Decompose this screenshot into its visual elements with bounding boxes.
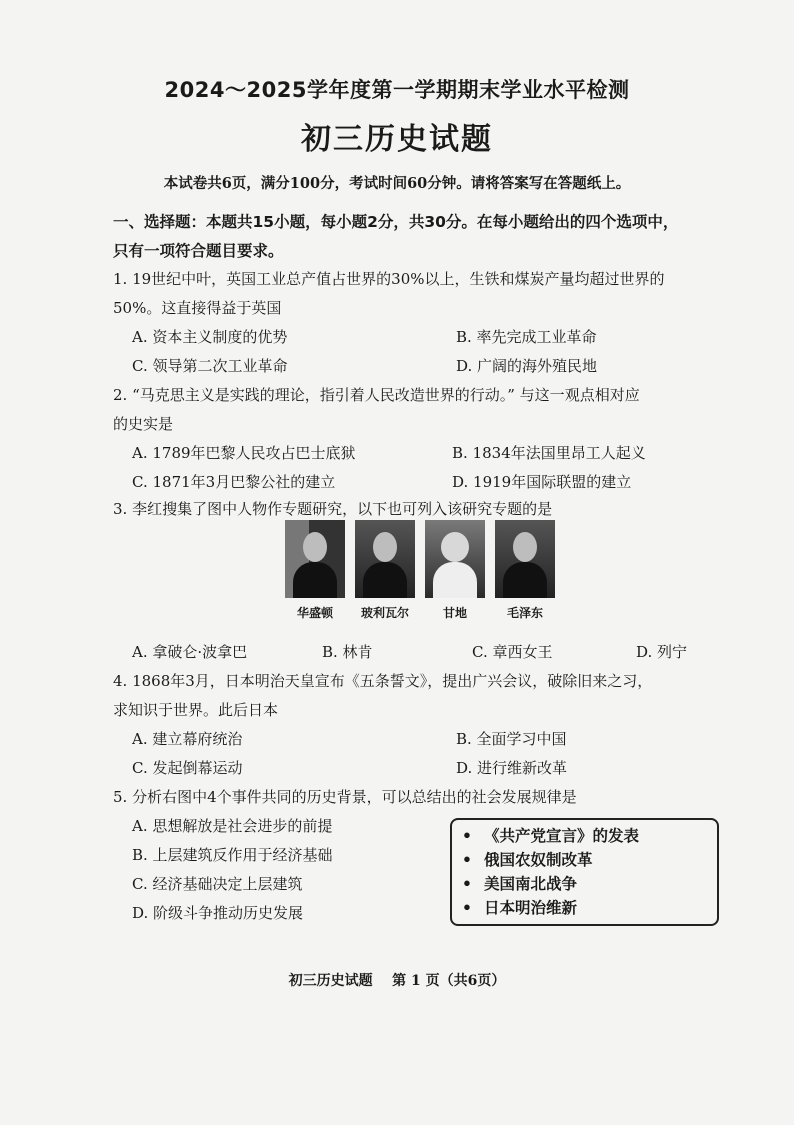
question-2-stem-line2: 的史实是 (113, 415, 174, 433)
question-3-option-a: A. 拿破仑·波拿巴 (132, 643, 248, 661)
question-1-option-a: A. 资本主义制度的优势 (132, 328, 288, 346)
page-footer: 初三历史试题 第 1 页（共6页） (288, 973, 506, 989)
exam-instructions: 本试卷共6页，满分100分，考试时间60分钟。请将答案写在答题纸上。 (163, 175, 631, 192)
portrait-caption: 甘地 (442, 606, 467, 620)
question-3-option-b: B. 林肯 (322, 643, 373, 661)
question-4-option-a: A. 建立幕府统治 (132, 730, 243, 748)
question-1-stem-line1: 1. 19世纪中叶，英国工业总产值占世界的30%以上，生铁和煤炭产量均超过世界的 (113, 270, 665, 288)
question-2-option-c: C. 1871年3月巴黎公社的建立 (132, 473, 336, 491)
event-list-item: • 日本明治维新 (462, 898, 578, 917)
portrait-caption: 玻利瓦尔 (360, 606, 409, 620)
portrait-gandhi-image (425, 520, 485, 598)
event-list-item: • 俄国农奴制改革 (462, 850, 593, 869)
question-1-stem-line2: 50%。这直接得益于英国 (113, 299, 282, 317)
question-1-option-c: C. 领导第二次工业革命 (132, 357, 288, 375)
event-list-box (450, 818, 719, 926)
question-5-option-c: C. 经济基础决定上层建筑 (132, 875, 303, 893)
question-3-stem: 3. 李红搜集了图中人物作专题研究，以下也可列入该研究专题的是 (113, 500, 553, 518)
question-3-option-c: C. 章西女王 (472, 643, 553, 661)
question-4-option-c: C. 发起倒幕运动 (132, 759, 243, 777)
bullet-icon: • (462, 874, 472, 893)
event-list-item: • 美国南北战争 (462, 874, 578, 893)
portrait-bolivar-image (355, 520, 415, 598)
portrait-caption: 毛泽东 (506, 606, 543, 620)
question-2-option-b: B. 1834年法国里昂工人起义 (452, 444, 646, 462)
question-1-option-b: B. 率先完成工业革命 (456, 328, 597, 346)
bullet-icon: • (462, 898, 472, 917)
portrait-washington-image (285, 520, 345, 598)
question-5-option-d: D. 阶级斗争推动历史发展 (132, 904, 304, 922)
question-1-option-d: D. 广阔的海外殖民地 (456, 357, 598, 375)
exam-subject-title: 初三历史试题 (301, 122, 493, 157)
portrait-group (285, 520, 560, 620)
question-5-stem: 5. 分析右图中4个事件共同的历史背景，可以总结出的社会发展规律是 (113, 788, 577, 806)
event-list-item: • 《共产党宣言》的发表 (462, 826, 640, 845)
question-3-option-d: D. 列宁 (636, 643, 688, 661)
exam-title: 2024～2025学年度第一学期期末学业水平检测 (164, 78, 630, 102)
portrait-caption: 华盛顿 (296, 606, 333, 620)
question-2-option-d: D. 1919年国际联盟的建立 (452, 473, 632, 491)
bullet-icon: • (462, 850, 472, 869)
bullet-icon: • (462, 826, 472, 845)
section-heading-line2: 只有一项符合题目要求。 (113, 242, 284, 260)
question-5-option-a: A. 思想解放是社会进步的前提 (132, 817, 333, 835)
question-2-stem-line1: 2. “马克思主义是实践的理论，指引着人民改造世界的行动。” 与这一观点相对应 (113, 386, 640, 404)
question-2-option-a: A. 1789年巴黎人民攻占巴士底狱 (132, 444, 356, 462)
question-4-stem-line2: 求知识于世界。此后日本 (113, 701, 279, 719)
portrait-mao-image (495, 520, 555, 598)
question-5-option-b: B. 上层建筑反作用于经济基础 (132, 846, 333, 864)
section-heading-line1: 一、选择题：本题共15小题，每小题2分，共30分。在每小题给出的四个选项中， (113, 213, 679, 231)
question-4-option-d: D. 进行维新改革 (456, 759, 568, 777)
question-4-stem-line1: 4. 1868年3月，日本明治天皇宣布《五条誓文》，提出广兴会议，破除旧来之习， (113, 672, 653, 690)
question-4-option-b: B. 全面学习中国 (456, 730, 567, 748)
